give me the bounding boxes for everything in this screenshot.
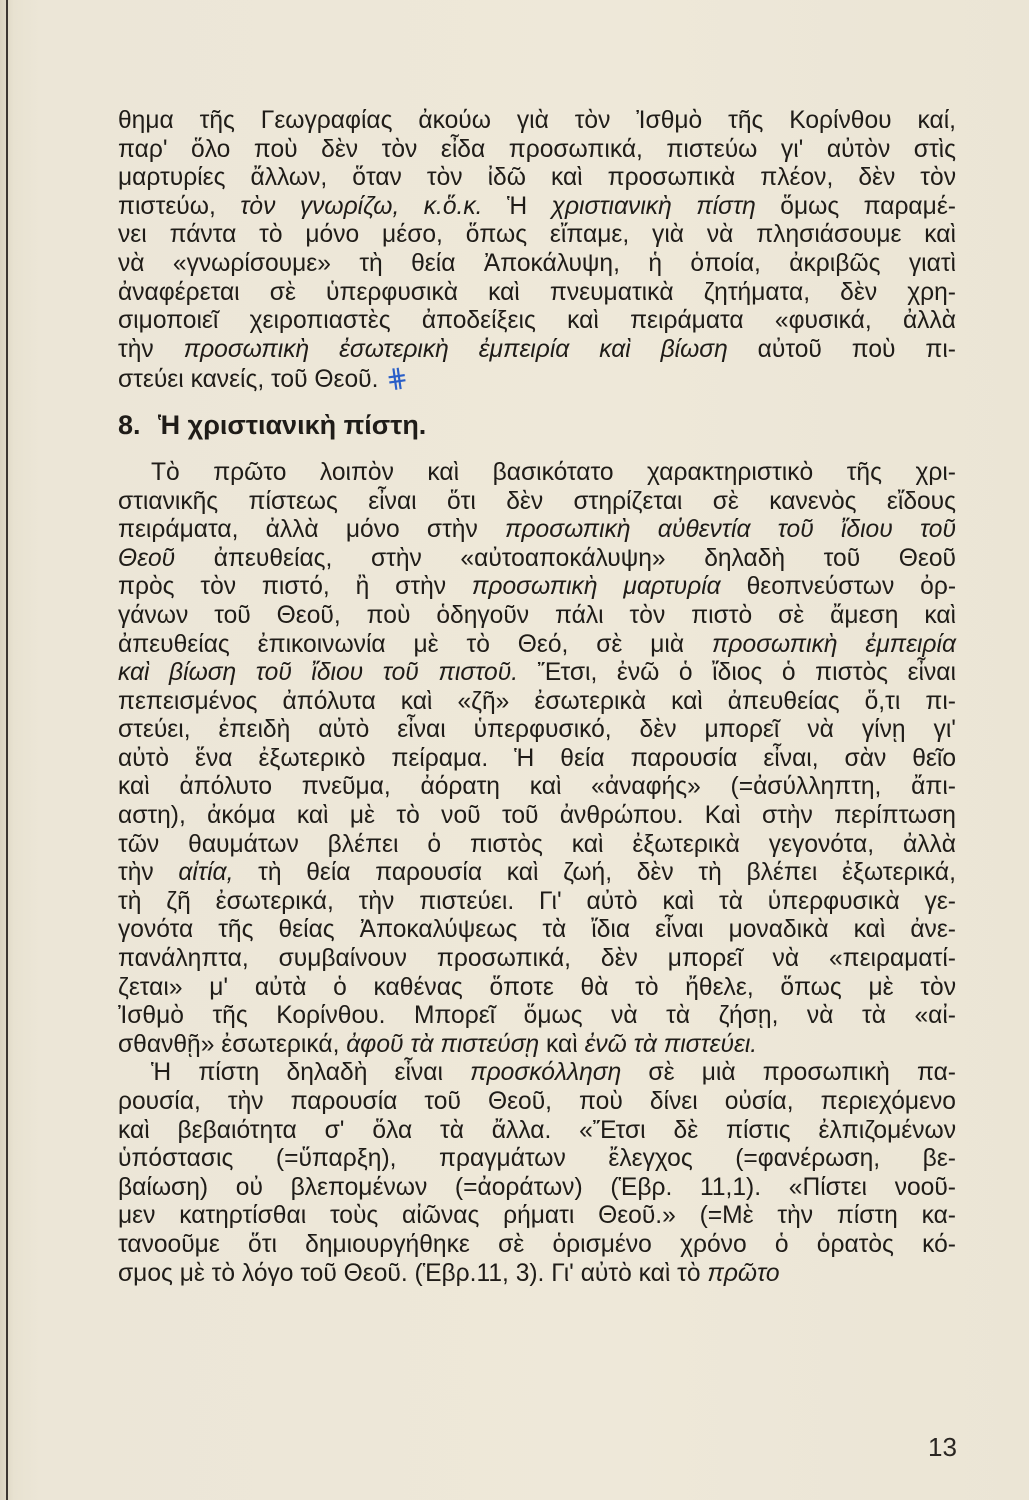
text-line: μεν κατηρτίσθαι τοὺς αἰῶνας ρήματι Θεοῦ.» (=Μὲ τὴν πίστη κα- (118, 1202, 956, 1230)
text-line: πιστεύω, τὸν γνωρίζω, κ.ὅ.κ. Ἡ χριστιανικὴ πίστη ὅμως παραμέ- (118, 192, 956, 220)
text-line: στιανικῆς πίστεως εἶναι ὅτι δὲν στηρίζεται σὲ κανενὸς εἴδους (118, 487, 956, 515)
text-line: νει πάντα τὸ μόνο μέσο, ὅπως εἴπαμε, γιὰ νὰ πλησιάσουμε καὶ (118, 221, 956, 249)
text-line: Θεοῦ ἀπευθείας, στὴν «αὐτοαποκάλυψη» δηλαδὴ τοῦ Θεοῦ (118, 544, 956, 572)
italic-phrase: προσωπικὴ αὐθεντία τοῦ ἴδιου τοῦ (505, 516, 957, 544)
text-line: πειράματα, ἀλλὰ μόνο στὴν προσωπικὴ αὐθεντία τοῦ ἴδιου τοῦ (118, 516, 957, 544)
text-line: ὑπόστασις (=ὕπαρξη), πραγμάτων ἔλεγχος (=φανέρωση, βε- (118, 1145, 956, 1173)
paragraph-first-characteristic (118, 459, 956, 1059)
text-line: παρ' ὅλο ποὺ δὲν τὸν εἶδα προσωπικά, πιστεύω γι' αὐτὸν στὶς (118, 135, 956, 163)
text-line: σμος μὲ τὸ λόγο τοῦ Θεοῦ. (Ἑβρ.11, 3). Γι' αὐτὸ καὶ τὸ πρῶτο (118, 1259, 780, 1287)
text-line: σιμοποιεῖ χειροπιαστὲς ἀποδείξεις καὶ πειράματα «φυσικά, ἀλλὰ (118, 307, 956, 335)
page-number: 13 (928, 1432, 957, 1462)
text-line: καὶ ἀπόλυτο πνεῦμα, ἀόρατη καὶ «ἀναφής» (=ἀσύλληπτη, ἄπι- (118, 773, 956, 801)
text-line: ἀναφέρεται σὲ ὑπερφυσικὰ καὶ πνευματικὰ ζητήματα, δὲν χρη- (118, 278, 956, 306)
italic-phrase: προσωπικὴ μαρτυρία (471, 573, 721, 601)
text-block (118, 107, 956, 1288)
text-line: καὶ βίωση τοῦ ἴδιου τοῦ πιστοῦ. Ἔτσι, ἐνῶ ὁ ἴδιος ὁ πιστὸς εἶναι (118, 659, 956, 687)
italic-phrase: χριστιανικὴ πίστη (551, 192, 756, 220)
italic-phrase: τὸν γνωρίζω, κ.ὅ.κ. (240, 192, 483, 220)
text-line: βαίωση) οὐ βλεπομένων (=ἀοράτων) (Ἑβρ. 11,1). «Πίστει νοοῦ- (118, 1173, 956, 1201)
section-heading (118, 405, 956, 445)
text-line: θημα τῆς Γεωγραφίας ἀκούω γιὰ τὸν Ἰσθμὸ τῆς Κορίνθου καί, (118, 107, 956, 134)
italic-phrase: προσωπικὴ ἐμπειρία (711, 630, 956, 658)
italic-phrase: προσκόλληση (470, 1059, 622, 1087)
section-number: 8. (118, 409, 141, 440)
text-line: γονότα τῆς θείας Ἀποκαλύψεως τὰ ἴδια εἶναι μοναδικὰ καὶ ἀνε- (118, 916, 956, 944)
text-line: τανοοῦμε ὅτι δημιουργήθηκε σὲ ὁρισμένο χρόνο ὁ ὁρατὸς κό- (118, 1230, 956, 1258)
italic-phrase: ἀφοῦ τὰ πιστεύσῃ (346, 1030, 540, 1058)
italic-phrase: προσωπικὴ ἐσωτερικὴ ἐμπειρία καὶ βίωση (183, 335, 728, 363)
text-line: σθανθῇ» ἐσωτερικά, ἀφοῦ τὰ πιστεύσῃ καὶ ἐνῶ τὰ πιστεύει. (118, 1030, 758, 1058)
section-title: Ἡ χριστιανικὴ πίστη. (158, 409, 427, 440)
handwritten-mark: ⋕ (384, 361, 411, 395)
text-line: τὴν αἰτία, τὴ θεία παρουσία καὶ ζωή, δὲν τὴ βλέπει ἐξωτερικά, (118, 859, 956, 887)
paragraph-faith-definition (118, 1059, 956, 1288)
text-line: ζεται» μ' αὐτὰ ὁ καθένας ὅποτε θὰ τὸ ἤθελε, ὅπως μὲ τὸν (118, 973, 956, 1001)
text-line: αστη), ἀκόμα καὶ μὲ τὸ νοῦ τοῦ ἀνθρώπου. Καὶ στὴν περίπτωση (118, 802, 956, 830)
text-line: γάνων τοῦ Θεοῦ, ποὺ ὁδηγοῦν πάλι τὸν πιστὸ σὲ ἄμεση καὶ (118, 601, 956, 629)
text-line: πεπεισμένος ἀπόλυτα καὶ «ζῆ» ἐσωτερικὰ καὶ ἀπευθείας ὅ,τι πι- (118, 687, 956, 715)
text-line: Ἡ πίστη δηλαδὴ εἶναι προσκόλληση σὲ μιὰ προσωπικὴ πα- (151, 1059, 956, 1087)
text-line: καὶ βεβαιότητα σ' ὅλα τὰ ἄλλα. «Ἔτσι δὲ πίστις ἐλπιζομένων (118, 1116, 956, 1144)
text-line: Ἰσθμὸ τῆς Κορίνθου. Μπορεῖ ὅμως νὰ τὰ ζήσῃ, νὰ τὰ «αἰ- (118, 1002, 956, 1030)
text-line: στεύει, ἐπειδὴ αὐτὸ εἶναι ὑπερφυσικό, δὲν μπορεῖ νὰ γίνῃ γι' (118, 716, 956, 744)
text-line: μαρτυρίες ἄλλων, ὅταν τὸν ἰδῶ καὶ προσωπικὰ πλέον, δὲν τὸν (118, 164, 956, 192)
text-line: νὰ «γνωρίσουμε» τὴ θεία Ἀποκάλυψη, ἡ ὁποία, ἀκριβῶς γιατὶ (118, 249, 956, 277)
spine-edge (6, 0, 8, 1500)
italic-phrase: καὶ βίωση τοῦ ἴδιου τοῦ πιστοῦ. (118, 659, 519, 687)
text-line: πανάληπτα, συμβαίνουν προσωπικά, δὲν μπορεῖ νὰ «πειραματί- (118, 945, 956, 973)
text-line: ἀπευθείας ἐπικοινωνία μὲ τὸ Θεό, σὲ μιὰ προσωπικὴ ἐμπειρία (118, 630, 956, 658)
text-line: Τὸ πρῶτο λοιπὸν καὶ βασικότατο χαρακτηριστικὸ τῆς χρι- (151, 458, 956, 486)
text-line: στεύει κανείς, τοῦ Θεοῦ. ⋕ (118, 361, 411, 395)
paragraph-intro (118, 107, 956, 393)
text-line: τῶν θαυμάτων βλέπει ὁ πιστὸς καὶ ἐξωτερικὰ γεγονότα, ἀλλὰ (118, 830, 956, 858)
text-line: ρουσία, τὴν παρουσία τοῦ Θεοῦ, ποὺ δίνει οὐσία, περιεχόμενο (118, 1088, 956, 1115)
text-line: πρὸς τὸν πιστό, ἢ στὴν προσωπικὴ μαρτυρία θεοπνεύστων ὀρ- (118, 573, 957, 601)
text-line: τὴν προσωπικὴ ἐσωτερικὴ ἐμπειρία καὶ βίωση αὐτοῦ ποὺ πι- (118, 335, 956, 363)
italic-phrase: πρῶτο (707, 1259, 780, 1287)
text-line: αὐτὸ ἕνα ἐξωτερικὸ πείραμα. Ἡ θεία παρουσία εἶναι, σὰν θεῖο (118, 744, 956, 772)
italic-phrase: Θεοῦ (118, 544, 176, 572)
italic-phrase: αἰτία, (178, 859, 234, 887)
text-line: τὴ ζῆ ἐσωτερικά, τὴν πιστεύει. Γι' αὐτὸ καὶ τὰ ὑπερφυσικὰ γε- (118, 887, 956, 915)
italic-phrase: ἐνῶ τὰ πιστεύει. (584, 1030, 758, 1058)
